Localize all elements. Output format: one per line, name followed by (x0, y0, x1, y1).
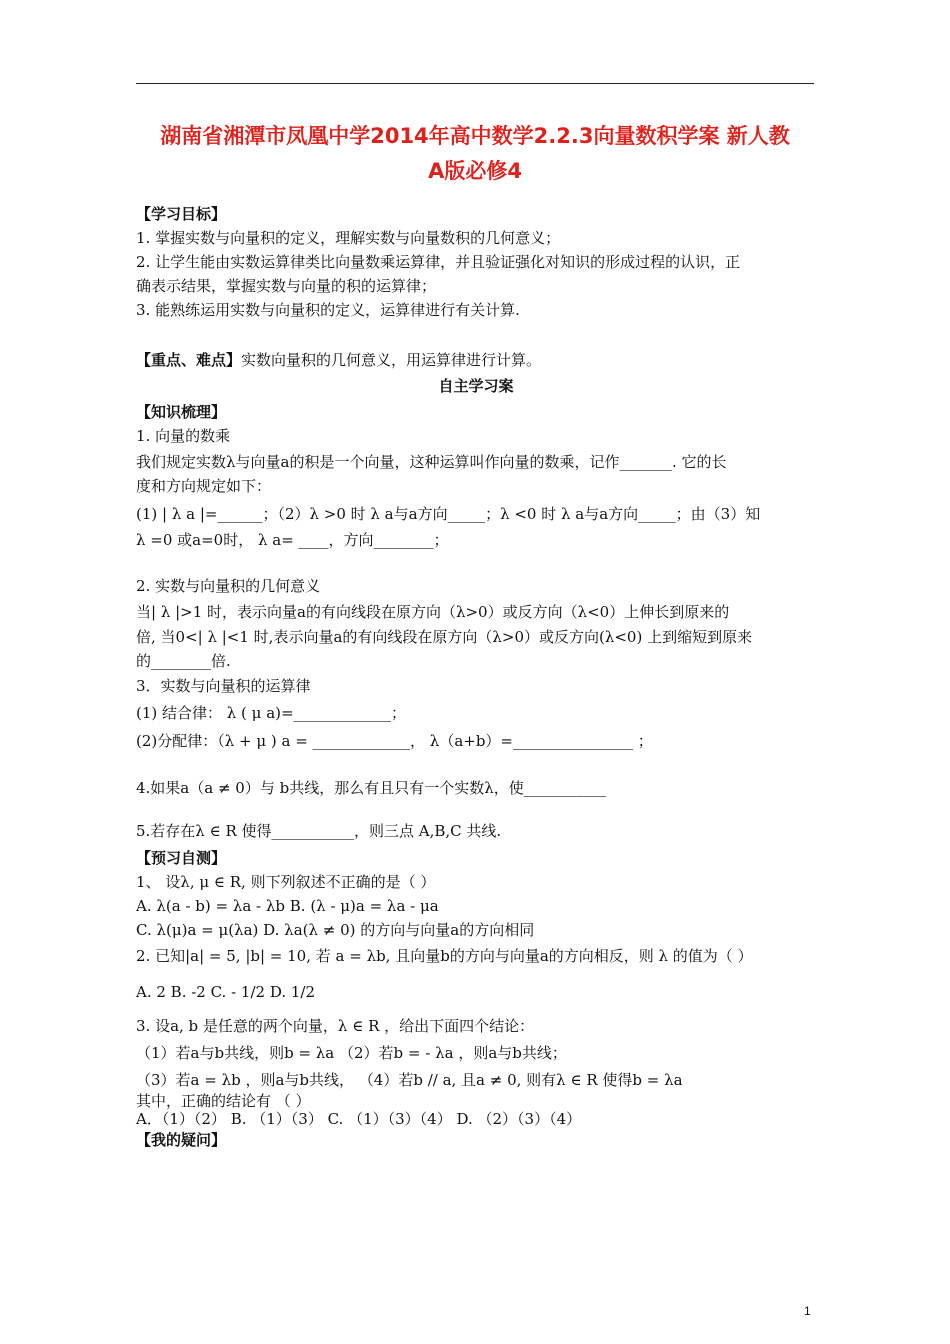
doc-title-line1: 湖南省湘潭市凤凰中学2014年高中数学2.2.3向量数积学案 新人教 (160, 124, 790, 148)
goal-2: 2. 让学生能由实数运算律类比向量数乘运算律，并且验证强化对知识的形成过程的认识，正 (136, 253, 741, 271)
knowledge-line: (1) | λ a |=______；（2）λ >0 时 λ a与a方向_____；λ <0 时 λ a与a方向_____；由（3）知 (136, 505, 761, 523)
preview-line: （3）若a = λb ，则a与b共线， （4）若b // a, 且a ≠ 0, 则有λ ∈ R 使得b = λa (136, 1071, 683, 1089)
knowledge-line: 2. 实数与向量积的几何意义 (136, 577, 321, 595)
knowledge-line: 4.如果a（a ≠ 0）与 b共线，那么有且只有一个实数λ，使___________ (136, 779, 607, 797)
knowledge-line: 3．实数与向量积的运算律 (136, 677, 311, 695)
goal-1: 1. 掌握实数与向量积的定义，理解实数与向量数积的几何意义； (136, 229, 561, 247)
preview-line: 2. 已知|a| = 5, |b| = 10, 若 a = λb, 且向量b的方向与向量a的方向相反，则 λ 的值为（ ） (136, 947, 753, 965)
knowledge-line: 度和方向规定如下： (136, 477, 272, 495)
knowledge-heading: 【知识梳理】 (136, 403, 227, 421)
preview-line: 1、 设λ, μ ∈ R, 则下列叙述不正确的是（ ） (136, 873, 436, 891)
knowledge-line: 1. 向量的数乘 (136, 427, 231, 445)
header-rule (136, 83, 814, 84)
preview-line: C. λ(μ)a = μ(λa) D. λa(λ ≠ 0) 的方向与向量a的方向相同 (136, 921, 535, 939)
goal-3: 3. 能熟练运用实数与向量积的定义，运算律进行有关计算. (136, 301, 520, 319)
goal-2-cont: 确表示结果，掌握实数与向量的积的运算律； (136, 277, 437, 295)
knowledge-line: (2)分配律：（λ + μ ) a = _____________， λ（a+b）=________________ ； (136, 732, 653, 750)
key-points (136, 350, 816, 370)
knowledge-line: 我们规定实数λ与向量a的积是一个向量，这种运算叫作向量的数乘，记作_______. 它的长 (136, 453, 727, 471)
key-points-text: 实数向量积的几何意义，用运算律进行计算。 (241, 351, 542, 369)
knowledge-line: (1) 结合律： λ ( μ a)=_____________； (136, 704, 407, 722)
key-points-label: 【重点、难点】 (136, 351, 242, 369)
knowledge-line: 当| λ |>1 时，表示向量a的有向线段在原方向（λ>0）或反方向（λ<0）上伸长到原来的 (136, 603, 730, 621)
section-title: 自主学习案 (438, 377, 514, 395)
knowledge-line: 倍, 当0<| λ |<1 时,表示向量a的有向线段在原方向（λ>0）或反方向(λ<0) 上到缩短到原来 (136, 628, 753, 646)
preview-line: （1）若a与b共线，则b = λa （2）若b = - λa ，则a与b共线； (136, 1044, 567, 1062)
preview-line: 其中，正确的结论有 （ ） (136, 1092, 311, 1110)
preview-heading: 【预习自测】 (136, 849, 227, 867)
preview-line: A．（1）（2） B. （1）（3） C. （1）（3）（4） D. （2）（3）（4） (136, 1110, 582, 1128)
preview-line: A. 2 B. -2 C. - 1/2 D. 1/2 (136, 983, 316, 1001)
questions-heading: 【我的疑问】 (136, 1131, 227, 1149)
knowledge-line: 的________倍. (136, 652, 231, 670)
knowledge-line: λ =0 或a=0时， λ a= ____，方向________； (136, 531, 449, 549)
knowledge-line: 5.若存在λ ∈ R 使得___________，则三点 A,B,C 共线. (136, 822, 502, 840)
preview-line: A. λ(a - b) = λa - λb B. (λ - μ)a = λa - μa (136, 897, 439, 915)
goals-heading: 【学习目标】 (136, 205, 227, 223)
doc-title-line2: A版必修4 (428, 159, 522, 183)
page-number: 1 (804, 1304, 811, 1318)
preview-line: 3. 设a, b 是任意的两个向量，λ ∈ R ，给出下面四个结论： (136, 1017, 535, 1035)
